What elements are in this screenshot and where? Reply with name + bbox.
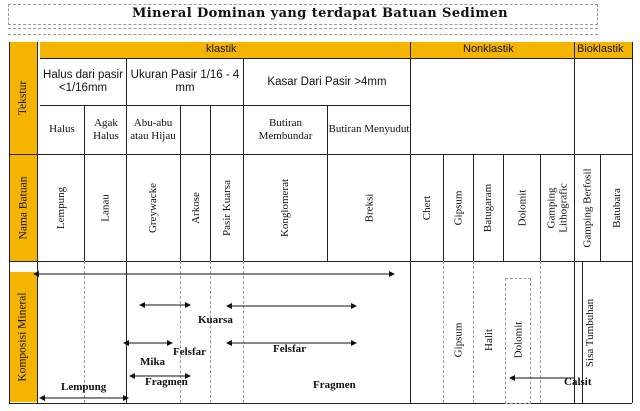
tekstur-ukuran-pasir: Ukuran Pasir 1/16 - 4 mm bbox=[130, 69, 240, 94]
tekstur-sub-halus: Halus bbox=[49, 123, 75, 135]
batuan-lanau: Lanau bbox=[99, 194, 112, 222]
tekstur-sub-menyudut: Butiran Menyudut bbox=[328, 123, 410, 135]
batuan-batugaram: Batugaram bbox=[482, 183, 495, 233]
mineral-fragmen-1: Fragmen bbox=[145, 376, 188, 388]
mineral-felsfar-1: Felsfar bbox=[173, 346, 206, 358]
header-klastik: klastik bbox=[206, 43, 237, 55]
header-bioklastik: Bioklastik bbox=[577, 43, 624, 55]
tekstur-sub-agak-halus: Agak Halus bbox=[93, 116, 119, 142]
mineral-dolomit: Dolomit bbox=[512, 321, 525, 359]
batuan-konglomerat: Konglomerat bbox=[279, 178, 292, 238]
batuan-gipsum: Gipsum bbox=[452, 190, 465, 226]
mineral-halit: Halit bbox=[482, 329, 495, 351]
tekstur-sub-membundar: Butiran Membundar bbox=[258, 116, 313, 142]
header-nonklastik: Nonklastik bbox=[463, 43, 514, 55]
mineral-calsit: Calsit bbox=[564, 376, 592, 388]
mineral-felsfar-2: Felsfar bbox=[273, 343, 306, 355]
batuan-lempung: Lempung bbox=[54, 186, 67, 230]
mineral-sisa-tumbuhan: Sisa Tumbuhan bbox=[584, 298, 597, 367]
mineral-lempung: Lempung bbox=[61, 381, 107, 393]
batuan-pasir-kuarsa: Pasir Kuarsa bbox=[221, 180, 233, 236]
batuan-dolomit: Dolomit bbox=[516, 189, 529, 227]
batuan-gamping-berfosil: Gamping Berfosil bbox=[581, 168, 594, 248]
row-label-nama-batuan: Nama Batuan bbox=[17, 176, 30, 240]
batuan-greywacke: Greywacke bbox=[147, 182, 160, 234]
mineral-mika: Mika bbox=[140, 356, 166, 368]
row-label-tekstur: Tekstur bbox=[17, 80, 30, 116]
row-label-komposisi: Komposisi Mineral bbox=[17, 292, 29, 382]
batuan-breksi: Breksi bbox=[362, 193, 375, 223]
batuan-chert: Chert bbox=[420, 195, 433, 221]
mineral-fragmen-2: Fragmen bbox=[313, 379, 356, 391]
batuan-batubara: Batubara bbox=[610, 188, 623, 228]
tekstur-kasar: Kasar Dari Pasir >4mm bbox=[267, 75, 387, 88]
page-title: Mineral Dominan yang terdapat Batuan Sedimen bbox=[131, 6, 509, 21]
mineral-kuarsa: Kuarsa bbox=[198, 314, 233, 326]
batuan-arkose: Arkose bbox=[189, 192, 202, 224]
tekstur-sub-abu-abu: Abu-abu atau Hijau bbox=[130, 116, 176, 142]
batuan-gamping-lithografic: Gamping Lithografic bbox=[545, 183, 570, 233]
mineral-gipsum: Gipsum bbox=[452, 322, 465, 358]
tekstur-halus-group: Halus dari pasir <1/16mm bbox=[43, 69, 123, 94]
